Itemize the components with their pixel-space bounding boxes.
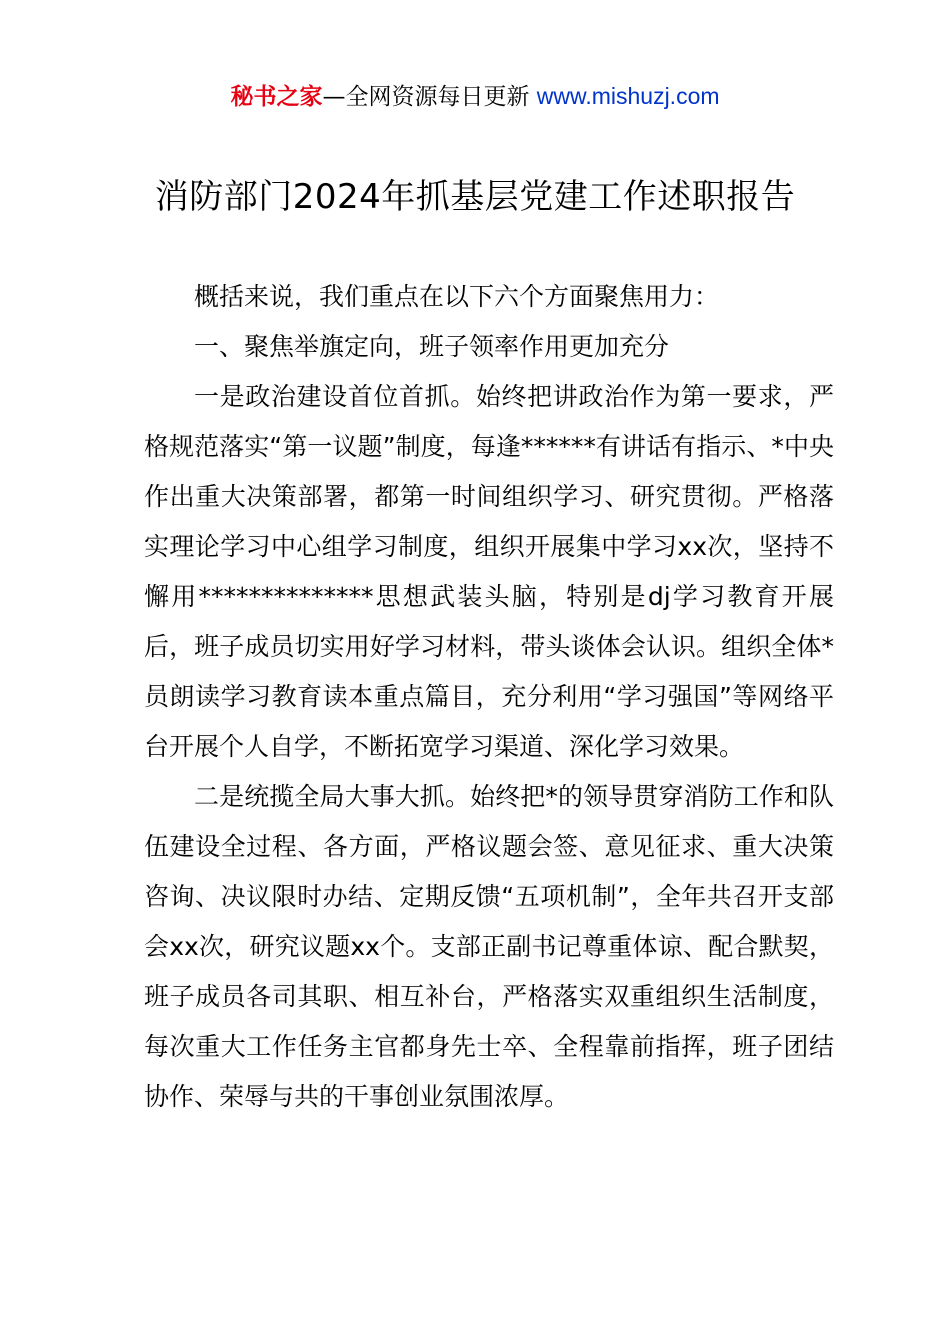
body-paragraph: 一是政治建设首位首抓。始终把讲政治作为第一要求，严格规范落实“第一议题”制度，每逢******有讲话有指示、*中央作出重大决策部署，都第一时间组织学习、研究贯彻。严格落实理论学习中心组学习制度，组织开展集中学习xx次，坚持不懈用**************思想武装头脑，特别是dj学习教育开展后，班子成员切实用好学习材料，带头谈体会认识。组织全体*员朗读学习教育读本重点篇目，充分利用“学习强国”等网络平台开展个人自学，不断拓宽学习渠道、深化学习效果。: [144, 382, 834, 761]
section-heading: 一、聚焦举旗定向，班子领率作用更加充分: [194, 332, 670, 361]
document-body: [144, 272, 834, 1122]
body-paragraph: 二是统揽全局大事大抓。始终把*的领导贯穿消防工作和队伍建设全过程、各方面，严格议题会签、意见征求、重大决策咨询、决议限时办结、定期反馈“五项机制”，全年共召开支部会xx次，研究议题xx个。支部正副书记尊重体谅、配合默契，班子成员各司其职、相互补台，严格落实双重组织生活制度，每次重大工作任务主官都身先士卒、全程靠前指挥，班子团结协作、荣辱与共的干事创业氛围浓厚。: [144, 782, 834, 1111]
site-header: [0, 80, 950, 113]
site-url[interactable]: www.mishuzj.com: [536, 83, 720, 109]
brand-name: 秘书之家: [230, 84, 323, 110]
intro-paragraph: 概括来说，我们重点在以下六个方面聚焦用力：: [194, 282, 720, 311]
document-title: 消防部门2024年抓基层党建工作述职报告: [154, 177, 796, 217]
header-tagline: —全网资源每日更新: [322, 84, 537, 110]
